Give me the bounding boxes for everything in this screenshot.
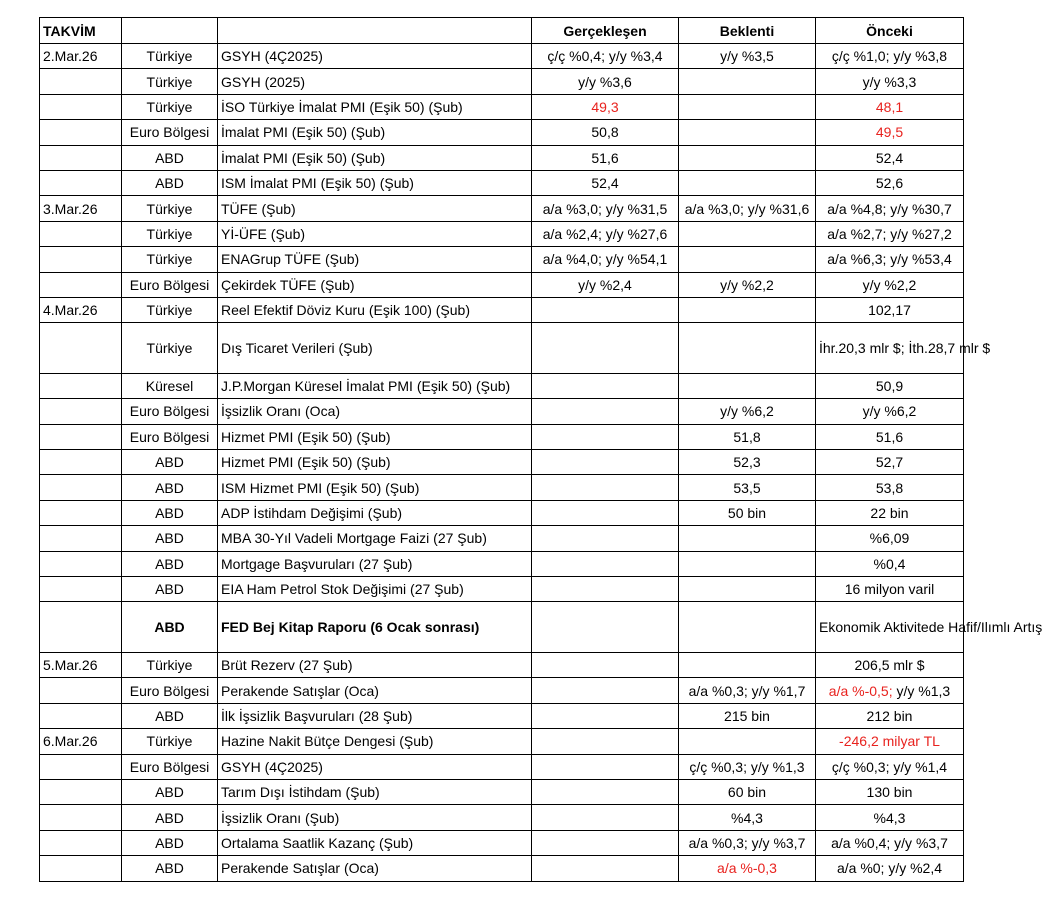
row-actual (532, 729, 679, 754)
row-previous: 52,7 (816, 450, 964, 475)
header-country (122, 18, 218, 44)
row-event: İSO Türkiye İmalat PMI (Eşik 50) (Şub) (218, 94, 532, 119)
row-actual (532, 830, 679, 855)
row-previous: y/y %3,3 (816, 69, 964, 94)
row-date (40, 577, 122, 602)
row-date (40, 526, 122, 551)
row-date (40, 323, 122, 374)
row-expected: 53,5 (679, 475, 816, 500)
row-previous: 52,4 (816, 145, 964, 170)
row-country: Türkiye (122, 44, 218, 69)
row-event: Dış Ticaret Verileri (Şub) (218, 323, 532, 374)
header-row (40, 18, 964, 44)
row-previous: a/a %0; y/y %2,4 (816, 856, 964, 881)
header-actual: Gerçekleşen (532, 18, 679, 44)
table-row (40, 221, 964, 246)
row-actual (532, 373, 679, 398)
row-event: GSYH (4Ç2025) (218, 754, 532, 779)
row-previous: a/a %0,4; y/y %3,7 (816, 830, 964, 855)
row-actual: a/a %4,0; y/y %54,1 (532, 247, 679, 272)
row-previous: -246,2 milyar TL (816, 729, 964, 754)
row-event: İşsizlik Oranı (Şub) (218, 805, 532, 830)
row-date: 6.Mar.26 (40, 729, 122, 754)
row-country: Euro Bölgesi (122, 272, 218, 297)
table-row (40, 399, 964, 424)
row-previous: 130 bin (816, 779, 964, 804)
row-country: ABD (122, 779, 218, 804)
row-expected: a/a %3,0; y/y %31,6 (679, 196, 816, 221)
row-date (40, 120, 122, 145)
row-actual (532, 424, 679, 449)
row-event: J.P.Morgan Küresel İmalat PMI (Eşik 50) (Şub) (218, 373, 532, 398)
row-expected (679, 145, 816, 170)
table-row (40, 170, 964, 195)
row-date: 5.Mar.26 (40, 653, 122, 678)
row-previous: 53,8 (816, 475, 964, 500)
row-country: ABD (122, 577, 218, 602)
row-country: ABD (122, 526, 218, 551)
row-event: Hizmet PMI (Eşik 50) (Şub) (218, 450, 532, 475)
row-expected (679, 247, 816, 272)
table-row (40, 272, 964, 297)
row-actual: 50,8 (532, 120, 679, 145)
table-row (40, 526, 964, 551)
table-row (40, 830, 964, 855)
row-date (40, 602, 122, 653)
table-row (40, 247, 964, 272)
row-actual (532, 297, 679, 322)
table-row (40, 856, 964, 881)
row-previous: İhr.20,3 mlr $; İth.28,7 mlr $ (816, 323, 964, 374)
row-actual (532, 399, 679, 424)
row-event: ENAGrup TÜFE (Şub) (218, 247, 532, 272)
row-country: Türkiye (122, 69, 218, 94)
row-previous-highlight: a/a %-0,5; (828, 682, 893, 699)
row-previous: y/y %2,2 (816, 272, 964, 297)
row-expected (679, 729, 816, 754)
table-body (40, 44, 1042, 882)
header-event (218, 18, 532, 44)
row-expected: %4,3 (679, 805, 816, 830)
table-row (40, 120, 964, 145)
row-country: Euro Bölgesi (122, 424, 218, 449)
row-actual (532, 323, 679, 374)
row-previous: 50,9 (816, 373, 964, 398)
row-previous: 51,6 (816, 424, 964, 449)
row-event: Mortgage Başvuruları (27 Şub) (218, 551, 532, 576)
row-actual (532, 450, 679, 475)
row-previous: 22 bin (816, 500, 964, 525)
row-actual: a/a %2,4; y/y %27,6 (532, 221, 679, 246)
table-row (40, 373, 964, 398)
table-row (40, 805, 964, 830)
row-event: İmalat PMI (Eşik 50) (Şub) (218, 120, 532, 145)
row-previous: ç/ç %1,0; y/y %3,8 (816, 44, 964, 69)
row-actual (532, 526, 679, 551)
row-expected: y/y %3,5 (679, 44, 816, 69)
row-date (40, 69, 122, 94)
row-country: ABD (122, 551, 218, 576)
row-country: Türkiye (122, 196, 218, 221)
row-event: ISM İmalat PMI (Eşik 50) (Şub) (218, 170, 532, 195)
row-event: Perakende Satışlar (Oca) (218, 856, 532, 881)
row-actual (532, 602, 679, 653)
row-previous: Ekonomik Aktivitede Hafif/Ilımlı Artış (816, 602, 964, 653)
row-expected (679, 297, 816, 322)
row-previous: %4,3 (816, 805, 964, 830)
row-event: İşsizlik Oranı (Oca) (218, 399, 532, 424)
row-expected (679, 551, 816, 576)
row-date (40, 779, 122, 804)
row-country: Türkiye (122, 297, 218, 322)
row-expected (679, 526, 816, 551)
row-expected: a/a %0,3; y/y %3,7 (679, 830, 816, 855)
row-country: ABD (122, 475, 218, 500)
row-expected (679, 170, 816, 195)
row-event: Reel Efektif Döviz Kuru (Eşik 100) (Şub) (218, 297, 532, 322)
table-row (40, 703, 964, 728)
row-expected (679, 120, 816, 145)
row-actual: 49,3 (532, 94, 679, 119)
table-row (40, 551, 964, 576)
row-country: ABD (122, 830, 218, 855)
header-date: TAKVİM (40, 18, 122, 44)
row-date (40, 450, 122, 475)
row-country: Euro Bölgesi (122, 120, 218, 145)
row-previous: 16 milyon varil (816, 577, 964, 602)
row-event: ADP İstihdam Değişimi (Şub) (218, 500, 532, 525)
row-actual: 51,6 (532, 145, 679, 170)
row-country: Türkiye (122, 94, 218, 119)
row-expected: a/a %0,3; y/y %1,7 (679, 678, 816, 703)
row-country: ABD (122, 450, 218, 475)
row-country: ABD (122, 856, 218, 881)
row-expected: 51,8 (679, 424, 816, 449)
row-date (40, 500, 122, 525)
row-actual (532, 856, 679, 881)
row-date (40, 221, 122, 246)
table-row (40, 323, 964, 374)
row-event: Ortalama Saatlik Kazanç (Şub) (218, 830, 532, 855)
table-row (40, 450, 964, 475)
row-date (40, 424, 122, 449)
row-expected (679, 602, 816, 653)
row-previous: 212 bin (816, 703, 964, 728)
table-row (40, 602, 964, 653)
table-row (40, 729, 964, 754)
row-actual (532, 703, 679, 728)
table-row (40, 424, 964, 449)
row-date (40, 551, 122, 576)
row-actual (532, 678, 679, 703)
row-actual (532, 653, 679, 678)
row-actual (532, 805, 679, 830)
row-previous: 48,1 (816, 94, 964, 119)
row-expected (679, 653, 816, 678)
row-event: MBA 30-Yıl Vadeli Mortgage Faizi (27 Şub) (218, 526, 532, 551)
economic-calendar-table (39, 17, 1042, 882)
row-expected (679, 373, 816, 398)
row-previous: 49,5 (816, 120, 964, 145)
table-row (40, 653, 964, 678)
row-expected: 52,3 (679, 450, 816, 475)
row-date: 3.Mar.26 (40, 196, 122, 221)
row-country: Türkiye (122, 247, 218, 272)
row-date (40, 475, 122, 500)
table-row (40, 196, 964, 221)
row-previous: %0,4 (816, 551, 964, 576)
row-expected (679, 69, 816, 94)
row-country: Türkiye (122, 221, 218, 246)
row-event: Hizmet PMI (Eşik 50) (Şub) (218, 424, 532, 449)
table-row (40, 678, 964, 703)
row-actual (532, 754, 679, 779)
row-expected: ç/ç %0,3; y/y %1,3 (679, 754, 816, 779)
table-row (40, 500, 964, 525)
row-country: Türkiye (122, 653, 218, 678)
row-previous: 206,5 mlr $ (816, 653, 964, 678)
row-event: GSYH (4Ç2025) (218, 44, 532, 69)
row-date (40, 678, 122, 703)
header-expected: Beklenti (679, 18, 816, 44)
table-row (40, 69, 964, 94)
row-date (40, 830, 122, 855)
row-event: İmalat PMI (Eşik 50) (Şub) (218, 145, 532, 170)
row-event: EIA Ham Petrol Stok Değişimi (27 Şub) (218, 577, 532, 602)
row-previous: %6,09 (816, 526, 964, 551)
row-date (40, 247, 122, 272)
row-actual: a/a %3,0; y/y %31,5 (532, 196, 679, 221)
row-previous: a/a %6,3; y/y %53,4 (816, 247, 964, 272)
row-actual (532, 577, 679, 602)
row-previous (816, 678, 964, 703)
row-expected: 60 bin (679, 779, 816, 804)
row-actual: 52,4 (532, 170, 679, 195)
row-country: Türkiye (122, 729, 218, 754)
row-date (40, 170, 122, 195)
row-country: ABD (122, 805, 218, 830)
row-event: Hazine Nakit Bütçe Dengesi (Şub) (218, 729, 532, 754)
row-actual: ç/ç %0,4; y/y %3,4 (532, 44, 679, 69)
table-row (40, 297, 964, 322)
table-row (40, 779, 964, 804)
row-expected (679, 94, 816, 119)
row-date: 2.Mar.26 (40, 44, 122, 69)
table-row (40, 44, 964, 69)
row-actual (532, 779, 679, 804)
row-event: FED Bej Kitap Raporu (6 Ocak sonrası) (218, 602, 532, 653)
row-date (40, 754, 122, 779)
table-row (40, 754, 964, 779)
row-expected: y/y %6,2 (679, 399, 816, 424)
row-expected: a/a %-0,3 (679, 856, 816, 881)
row-country: Küresel (122, 373, 218, 398)
row-expected (679, 577, 816, 602)
row-event: Tarım Dışı İstihdam (Şub) (218, 779, 532, 804)
row-country: Euro Bölgesi (122, 399, 218, 424)
row-date (40, 805, 122, 830)
row-actual: y/y %3,6 (532, 69, 679, 94)
row-event: Yİ-ÜFE (Şub) (218, 221, 532, 246)
row-expected: 215 bin (679, 703, 816, 728)
row-date (40, 145, 122, 170)
row-event: Perakende Satışlar (Oca) (218, 678, 532, 703)
row-event: Brüt Rezerv (27 Şub) (218, 653, 532, 678)
row-date (40, 856, 122, 881)
row-country: Türkiye (122, 323, 218, 374)
row-country: ABD (122, 602, 218, 653)
row-previous: 52,6 (816, 170, 964, 195)
row-previous: y/y %6,2 (816, 399, 964, 424)
row-previous: a/a %4,8; y/y %30,7 (816, 196, 964, 221)
row-expected: 50 bin (679, 500, 816, 525)
row-date (40, 94, 122, 119)
row-country: Euro Bölgesi (122, 678, 218, 703)
row-event: İlk İşsizlik Başvuruları (28 Şub) (218, 703, 532, 728)
row-previous: 102,17 (816, 297, 964, 322)
row-expected (679, 323, 816, 374)
row-event: Çekirdek TÜFE (Şub) (218, 272, 532, 297)
table-row (40, 577, 964, 602)
table-row (40, 475, 964, 500)
row-date: 4.Mar.26 (40, 297, 122, 322)
row-country: Euro Bölgesi (122, 754, 218, 779)
row-event: ISM Hizmet PMI (Eşik 50) (Şub) (218, 475, 532, 500)
row-previous: a/a %2,7; y/y %27,2 (816, 221, 964, 246)
header-previous: Önceki (816, 18, 964, 44)
row-previous: ç/ç %0,3; y/y %1,4 (816, 754, 964, 779)
table-row (40, 145, 964, 170)
row-actual (532, 500, 679, 525)
row-country: ABD (122, 703, 218, 728)
row-expected (679, 221, 816, 246)
row-actual (532, 551, 679, 576)
row-country: ABD (122, 170, 218, 195)
row-date (40, 272, 122, 297)
row-country: ABD (122, 145, 218, 170)
row-event: TÜFE (Şub) (218, 196, 532, 221)
row-expected: y/y %2,2 (679, 272, 816, 297)
row-date (40, 703, 122, 728)
row-country: ABD (122, 500, 218, 525)
row-event: GSYH (2025) (218, 69, 532, 94)
table-row (40, 94, 964, 119)
row-date (40, 373, 122, 398)
row-previous-rest: y/y %1,3 (892, 682, 951, 699)
row-date (40, 399, 122, 424)
row-actual: y/y %2,4 (532, 272, 679, 297)
row-actual (532, 475, 679, 500)
